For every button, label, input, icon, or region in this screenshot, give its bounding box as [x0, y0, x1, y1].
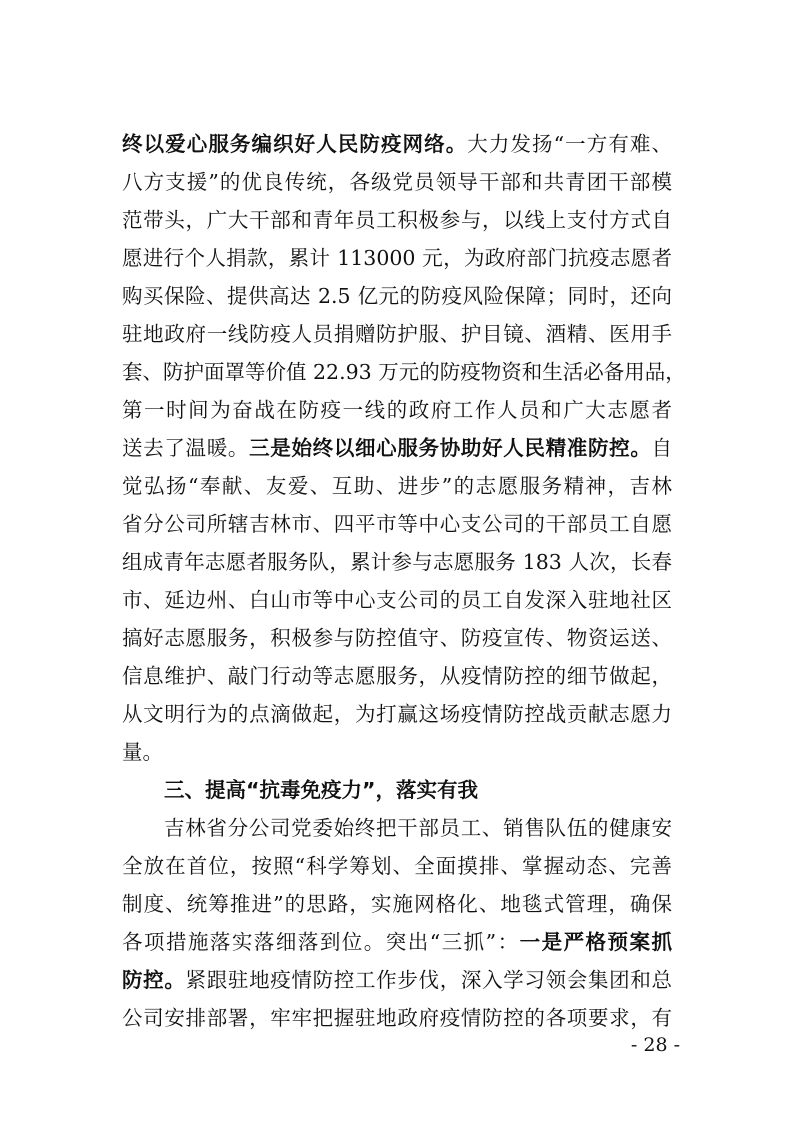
body-line: 吉林省分公司党委始终把干部员工、销售队伍的健康安 — [164, 816, 672, 840]
body-line: 套、防护面罩等价值 22.93 万元的防疫物资和生活必备用品， — [122, 360, 686, 384]
body-line — [122, 434, 672, 462]
section-heading: 三、提高“抗毒免疫力”，落实有我 — [164, 778, 478, 802]
body-line: 组成青年志愿者服务队，累计参与志愿服务 183 人次，长春 — [122, 550, 672, 574]
body-line: 公司安排部署，牢牢把握驻地政府疫情防控的各项要求，有 — [122, 1006, 672, 1030]
bold-lead: 一是严格预案抓 — [519, 930, 672, 954]
body-line — [122, 928, 672, 956]
body-line: 市、延边州、白山市等中心支公司的员工自发深入驻地社区 — [122, 588, 672, 612]
body-line: 从文明行为的点滴做起，为打赢这场疫情防控战贡献志愿力 — [122, 702, 672, 726]
line-text: 各项措施落实落细落到位。突出“三抓”： — [122, 930, 520, 954]
body-line: 搞好志愿服务，积极参与防控值守、防疫宣传、物资运送、 — [122, 626, 672, 650]
bold-lead: 防控。 — [122, 968, 186, 992]
bold-lead: 三是始终以细心服务协助好人民精准防控。 — [249, 436, 652, 460]
body-line: 驻地政府一线防疫人员捐赠防护服、护目镜、酒精、医用手 — [122, 322, 672, 346]
body-line: 信息维护、敲门行动等志愿服务，从疫情防控的细节做起， — [122, 664, 672, 688]
line-text: 送去了温暖。 — [122, 436, 250, 460]
body-line: 愿进行个人捐款，累计 113000 元，为政府部门抗疫志愿者 — [122, 246, 672, 270]
body-line: 觉弘扬“奉献、友爱、互助、进步”的志愿服务精神，吉林 — [122, 474, 672, 498]
body-line: 量。 — [122, 740, 163, 764]
body-line — [122, 966, 672, 994]
body-line: 省分公司所辖吉林市、四平市等中心支公司的干部员工自愿 — [122, 512, 672, 536]
line-text: 紧跟驻地疫情防控工作步伐，深入学习领会集团和总 — [185, 968, 673, 992]
body-line: 范带头，广大干部和青年员工积极参与，以线上支付方式自 — [122, 208, 672, 232]
body-line: 购买保险、提供高达 2.5 亿元的防疫风险保障；同时，还向 — [122, 284, 672, 308]
body-line: 制度、统筹推进”的思路，实施网格化、地毯式管理，确保 — [122, 892, 672, 916]
page-number: - 28 - — [630, 1034, 680, 1056]
body-line: 八方支援”的优良传统，各级党员领导干部和共青团干部模 — [122, 170, 672, 194]
line-text: 自 — [651, 436, 673, 460]
body-line — [122, 130, 672, 158]
body-line: 第一时间为奋战在防疫一线的政府工作人员和广大志愿者 — [122, 398, 672, 422]
bold-lead: 终以爱心服务编织好人民防疫网络。 — [122, 132, 468, 156]
line-text: 大力发扬“一方有难、 — [467, 132, 673, 156]
body-line: 全放在首位，按照“科学筹划、全面摸排、掌握动态、完善 — [122, 854, 672, 878]
